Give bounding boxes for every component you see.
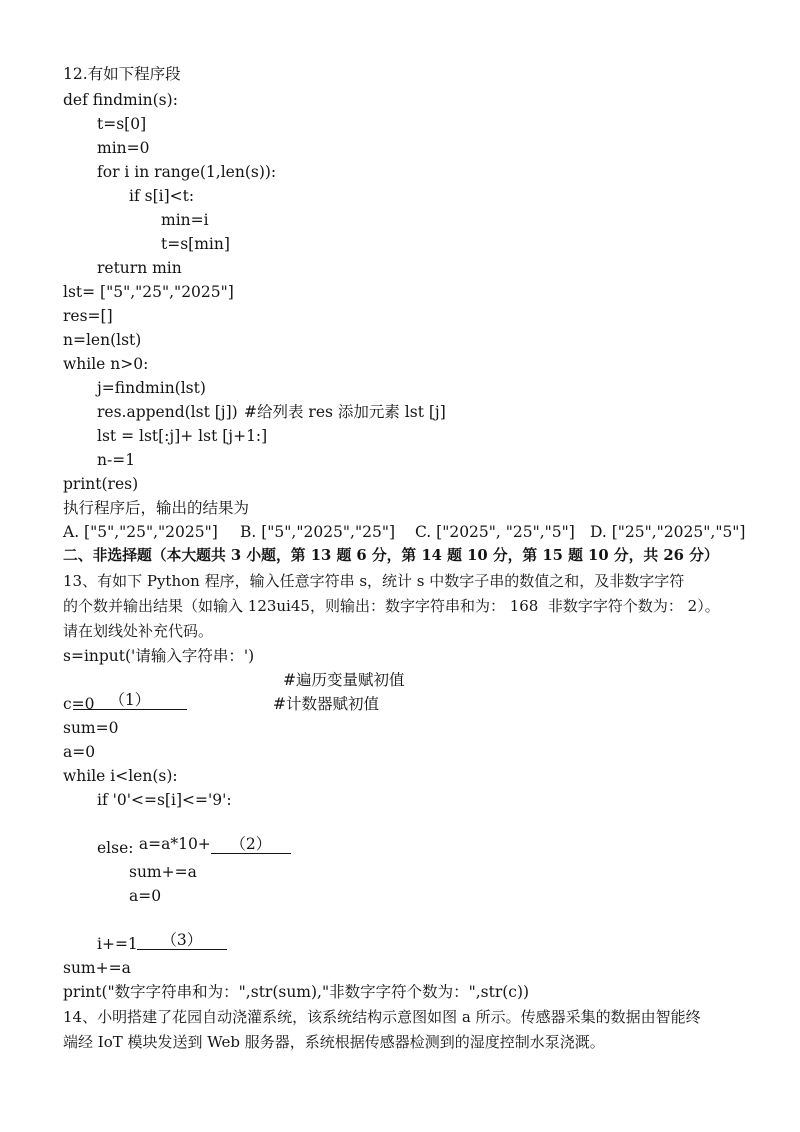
code-line: while n>0: — [63, 355, 149, 373]
code-line: if '0'<=s[i]<='9': — [97, 791, 232, 809]
code-line: min=0 — [97, 139, 150, 157]
code-line: a=0 — [129, 887, 162, 905]
option-a: A. ["5","25","2025"] — [63, 523, 218, 541]
code-line: t=s[min] — [161, 235, 230, 253]
code-line: if s[i]<t: — [129, 187, 195, 205]
section-heading: 二、非选择题（本大题共 3 小题，第 13 题 6 分，第 14 题 10 分，第 15 题 10 分，共 26 分） — [63, 547, 719, 564]
code-line: print("数字字符串和为：",str(sum),"非数字字符个数为：",str(c)) — [63, 983, 530, 1001]
code-line: j=findmin(lst) — [97, 379, 206, 397]
blank-1: （1） — [73, 691, 187, 710]
blank-3: （3） — [137, 931, 227, 950]
code-line: print(res) — [63, 475, 139, 493]
q14-stem-line: 14、小明搭建了花园自动浇灌系统，该系统结构示意图如图 a 所示。传感器采集的数据由智能终 — [63, 1008, 701, 1026]
code-line: i+=1 — [97, 935, 138, 953]
code-line: n-=1 — [97, 451, 136, 469]
code-comment: #计数器赋初值 — [273, 695, 379, 713]
code-line: sum+=a — [63, 959, 131, 977]
option-b: B. ["5","2025","25"] — [240, 523, 395, 541]
q13-stem-line: 请在划线处补充代码。 — [63, 622, 214, 640]
q12-title: 12.有如下程序段 — [63, 65, 181, 83]
code-line: n=len(lst) — [63, 331, 142, 349]
blank-2-line — [129, 814, 291, 854]
code-line: for i in range(1,len(s)): — [97, 163, 277, 181]
code-fragment: a=a*10+ — [138, 835, 211, 853]
code-line: min=i — [161, 211, 209, 229]
code-line: res=[] — [63, 307, 113, 325]
q13-stem-line: 13、有如下 Python 程序，输入任意字符串 s，统计 s 中数字子串的数值之和，及非数字字符 — [63, 572, 685, 590]
code-comment: #给列表 res 添加元素 lst [j] — [244, 403, 446, 421]
code-line: s=input('请输入字符串：') — [63, 647, 255, 665]
code-line: while i<len(s): — [63, 767, 178, 785]
q13-stem-line: 的个数并输出结果（如输入 123ui45，则输出：数字字符串和为： 168 非数字字符个数为： 2）。 — [63, 597, 720, 615]
code-line: lst = lst[:j]+ lst [j+1:] — [97, 427, 268, 445]
q14-stem-line: 端经 IoT 模块发送到 Web 服务器，系统根据传感器检测到的湿度控制水泵浇溉。 — [63, 1033, 605, 1051]
code-line: lst= ["5","25","2025"] — [63, 283, 234, 301]
code-line: sum=0 — [63, 719, 119, 737]
code-comment: #遍历变量赋初值 — [283, 671, 405, 689]
q12-prompt: 执行程序后，输出的结果为 — [63, 499, 250, 517]
code-line: return min — [97, 259, 182, 277]
code-line: sum+=a — [129, 863, 197, 881]
code-line: c=0 — [63, 695, 95, 713]
code-line: def findmin(s): — [63, 91, 178, 109]
option-d: D. ["25","2025","5"] — [590, 523, 746, 541]
blank-3-line — [127, 910, 227, 950]
blank-2: （2） — [211, 835, 291, 854]
code-line: t=s[0] — [97, 115, 147, 133]
code-line: a=0 — [63, 743, 96, 761]
code-line: else: — [97, 839, 134, 857]
code-line: res.append(lst [j]) — [97, 403, 238, 421]
option-c: C. ["2025", "25","5"] — [415, 523, 575, 541]
